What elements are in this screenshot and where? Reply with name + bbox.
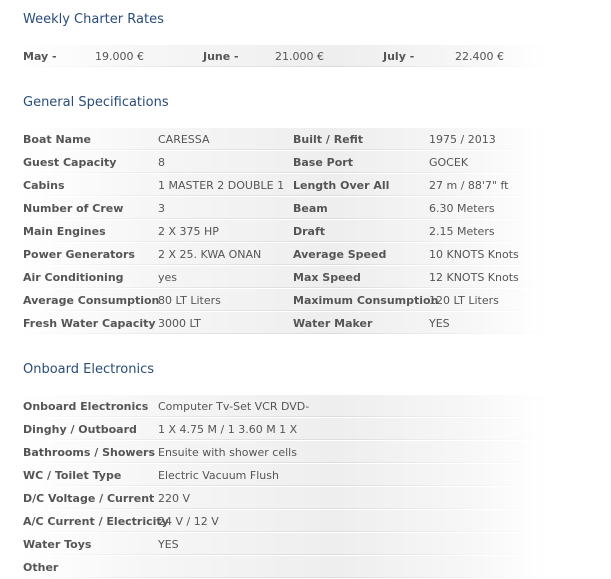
spec-value: CARESSA (158, 133, 210, 146)
electronics-value: Computer Tv-Set VCR DVD- (158, 400, 310, 413)
spec-value: 3 (158, 202, 165, 215)
spec-label: Base Port (293, 156, 353, 169)
electronics-value: 24 V / 12 V (158, 515, 219, 528)
spec-label: Boat Name (23, 133, 92, 146)
electronics-label: Bathrooms / Showers (23, 446, 156, 459)
section-title-electronics: Onboard Electronics (23, 362, 154, 377)
electronics-value: 1 X 4.75 M / 1 3.60 M 1 X (158, 423, 298, 436)
spec-label: Max Speed (293, 271, 361, 284)
electronics-row (18, 418, 548, 440)
spec-value: 1975 / 2013 (429, 133, 496, 146)
spec-value: 8 (158, 156, 165, 169)
spec-label: Maximum Consumption (293, 294, 439, 307)
spec-row (18, 266, 548, 288)
spec-value: 1 MASTER 2 DOUBLE 1 (158, 179, 285, 192)
electronics-row (18, 533, 548, 555)
spec-label: Number of Crew (23, 202, 124, 215)
spec-value: 2 X 375 HP (158, 225, 219, 238)
electronics-row (18, 464, 548, 486)
rate-month: June - (203, 50, 239, 63)
electronics-row (18, 487, 548, 509)
spec-label: Guest Capacity (23, 156, 117, 169)
electronics-label: D/C Voltage / Current (23, 492, 155, 505)
spec-value: 2 X 25. KWA ONAN (158, 248, 262, 261)
spec-label: Average Consumption (23, 294, 160, 307)
spec-label: Built / Refit (293, 133, 364, 146)
spec-row (18, 197, 548, 219)
spec-row (18, 151, 548, 173)
spec-label: Cabins (23, 179, 65, 192)
spec-value: 27 m / 88'7" ft (429, 179, 509, 192)
rate-price: 22.400 € (455, 50, 504, 63)
electronics-label: Onboard Electronics (23, 400, 149, 413)
spec-label: Main Engines (23, 225, 106, 238)
rate-price: 21.000 € (275, 50, 324, 63)
spec-value: 2.15 Meters (429, 225, 495, 238)
spec-label: Power Generators (23, 248, 135, 261)
electronics-label: A/C Current / Electricity (23, 515, 169, 528)
electronics-value: Electric Vacuum Flush (158, 469, 279, 482)
electronics-row (18, 395, 548, 417)
spec-value: YES (429, 317, 450, 330)
spec-value: 3000 LT (158, 317, 201, 330)
rates-row (18, 45, 548, 67)
spec-value: GOCEK (429, 156, 469, 169)
electronics-label: Other (23, 561, 59, 574)
spec-row (18, 289, 548, 311)
spec-row (18, 128, 548, 150)
spec-label: Length Over All (293, 179, 390, 192)
electronics-label: Water Toys (23, 538, 92, 551)
rate-month: May - (23, 50, 57, 63)
spec-label: Draft (293, 225, 326, 238)
section-title-rates: Weekly Charter Rates (23, 12, 164, 27)
spec-value: 80 LT Liters (158, 294, 221, 307)
spec-label: Air Conditioning (23, 271, 124, 284)
spec-label: Beam (293, 202, 328, 215)
electronics-value: Ensuite with shower cells (158, 446, 297, 459)
electronics-row (18, 556, 548, 578)
rate-price: 19.000 € (95, 50, 144, 63)
spec-label: Water Maker (293, 317, 373, 330)
section-title-specs: General Specifications (23, 95, 169, 110)
spec-label: Average Speed (293, 248, 387, 261)
spec-row (18, 220, 548, 242)
electronics-label: Dinghy / Outboard (23, 423, 137, 436)
spec-value: 10 KNOTS Knots (429, 248, 519, 261)
electronics-row (18, 510, 548, 532)
spec-value: 12 KNOTS Knots (429, 271, 519, 284)
spec-value: 6.30 Meters (429, 202, 495, 215)
electronics-label: WC / Toilet Type (23, 469, 122, 482)
spec-row (18, 312, 548, 334)
rate-month: July - (383, 50, 415, 63)
electronics-value: 220 V (158, 492, 191, 505)
spec-row (18, 243, 548, 265)
electronics-value: YES (158, 538, 179, 551)
spec-label: Fresh Water Capacity (23, 317, 156, 330)
spec-row (18, 174, 548, 196)
spec-value: 120 LT Liters (429, 294, 499, 307)
electronics-row (18, 441, 548, 463)
spec-value: yes (158, 271, 178, 284)
